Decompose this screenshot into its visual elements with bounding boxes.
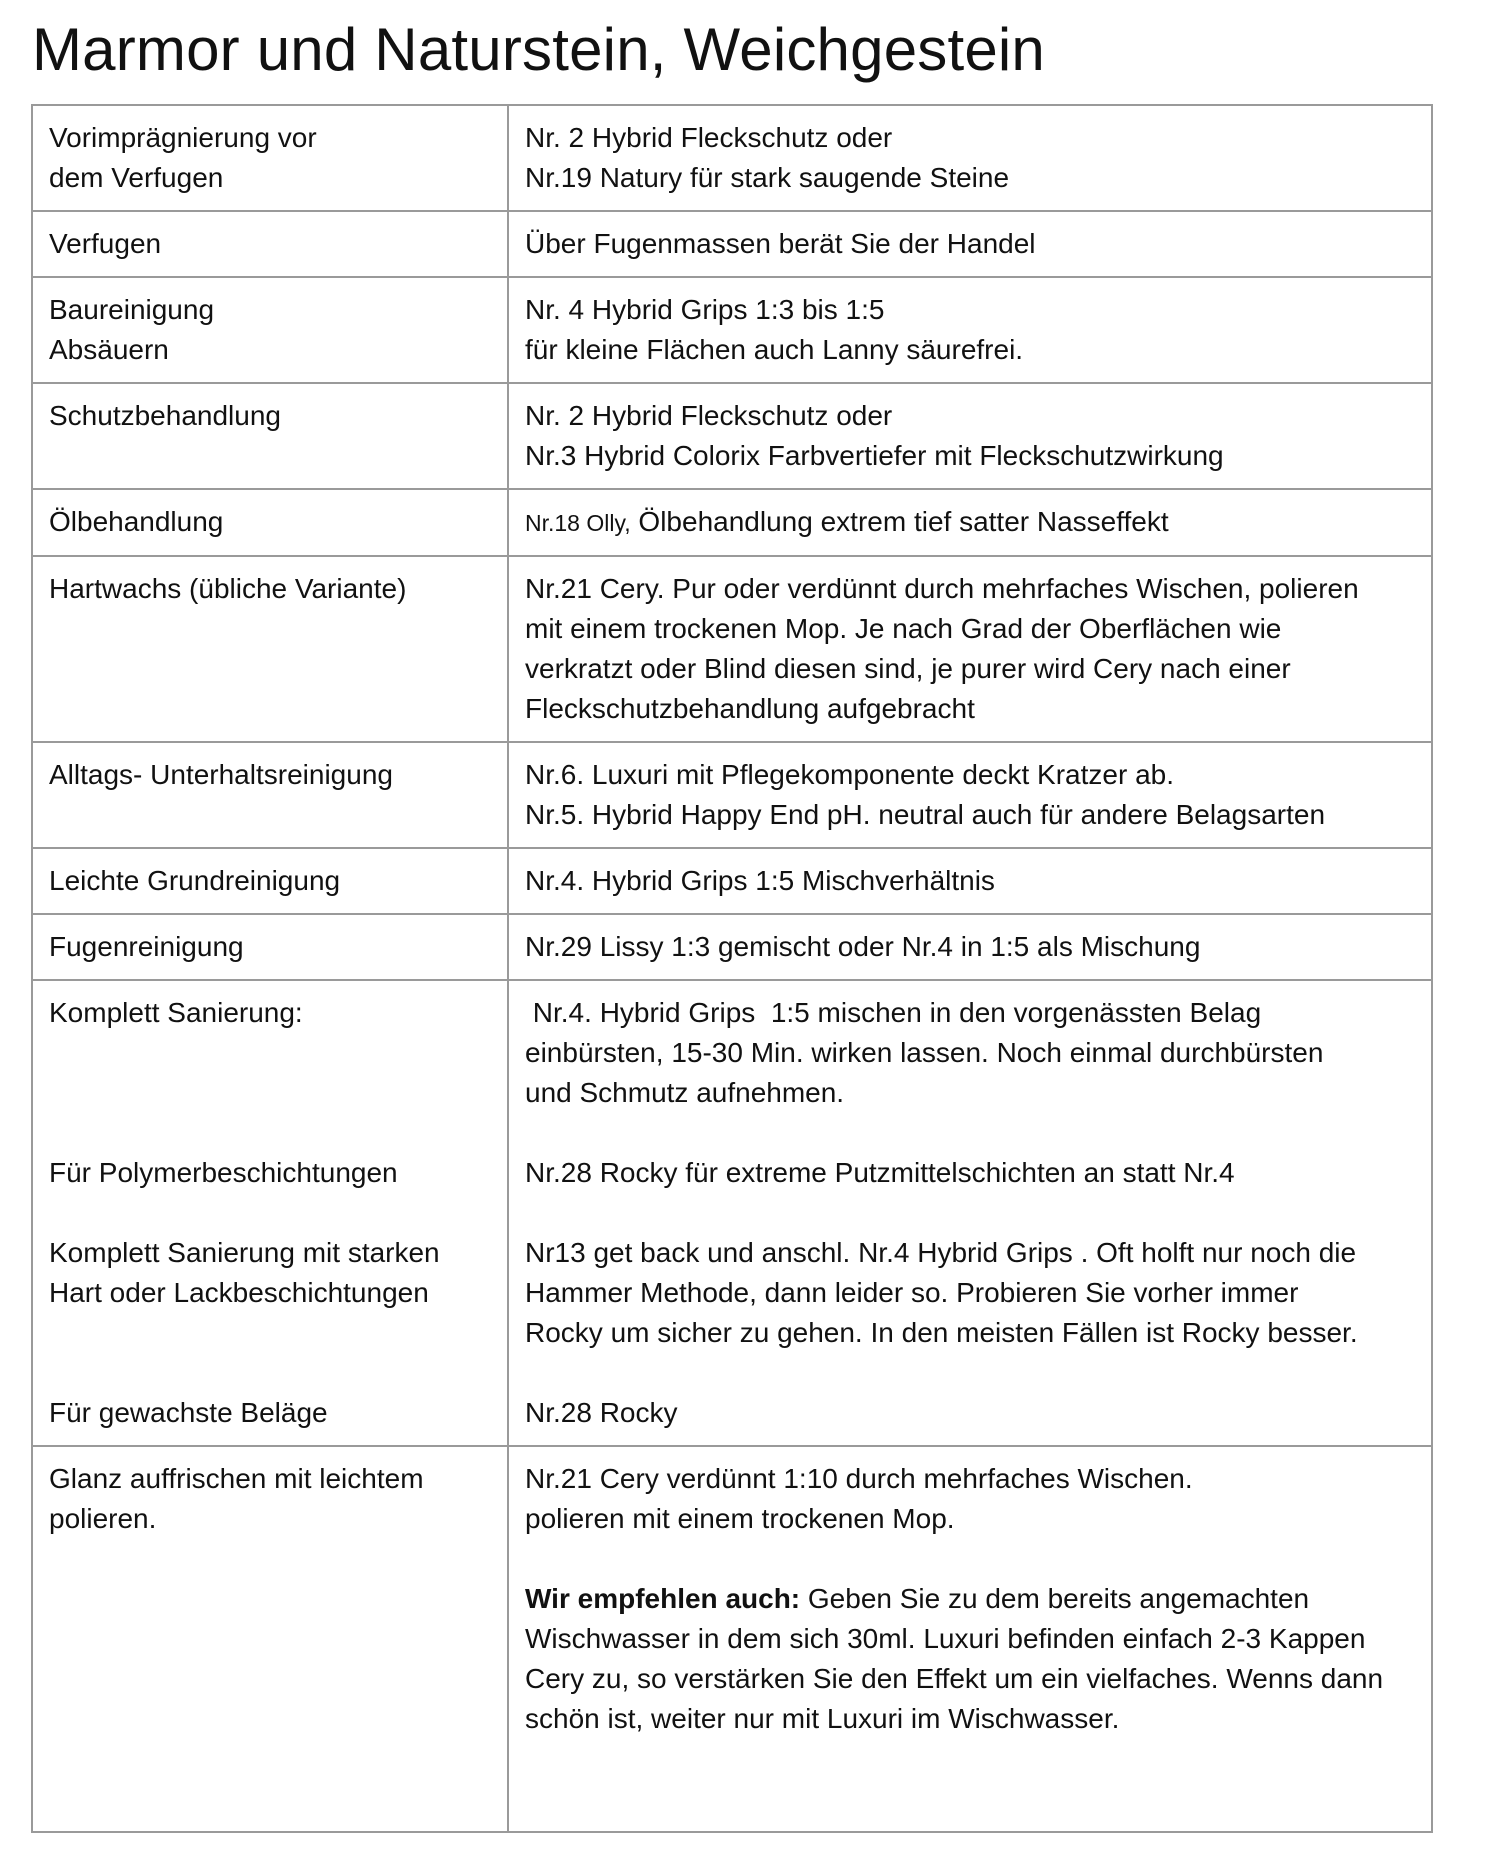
product-text: Nr.4. Hybrid Grips 1:5 mischen in den vorgenässten Belag xyxy=(525,997,1262,1028)
product-cell xyxy=(508,980,1432,1446)
task-text: Komplett Sanierung mit starken xyxy=(49,1237,440,1268)
task-text: Hartwachs (übliche Variante) xyxy=(49,573,407,604)
product-cell xyxy=(508,914,1432,980)
table-row xyxy=(32,383,1432,489)
product-text: Nr.6. Luxuri mit Pflegekomponente deckt Kratzer ab. xyxy=(525,759,1174,790)
task-text: Ölbehandlung xyxy=(49,506,224,537)
table-row xyxy=(32,1446,1432,1832)
table-row xyxy=(32,211,1432,277)
recommendation-text xyxy=(525,1579,1415,1619)
product-description: Ölbehandlung extrem tief satter Nasseffekt xyxy=(630,506,1169,537)
task-cell xyxy=(32,914,508,980)
task-text: Schutzbehandlung xyxy=(49,400,281,431)
task-text: Alltags- Unterhaltsreinigung xyxy=(49,759,393,790)
product-text: Hammer Methode, dann leider so. Probieren Sie vorher immer xyxy=(525,1277,1299,1308)
recommendation-text: schön ist, weiter nur mit Luxuri im Wischwasser. xyxy=(525,1703,1120,1734)
product-text: Nr.21 Cery verdünnt 1:10 durch mehrfaches Wischen. xyxy=(525,1463,1193,1494)
product-text: einbürsten, 15-30 Min. wirken lassen. Noch einmal durchbürsten xyxy=(525,1037,1324,1068)
task-text: Für gewachste Beläge xyxy=(49,1397,328,1428)
task-text: Für Polymerbeschichtungen xyxy=(49,1157,398,1188)
product-text: Über Fugenmassen berät Sie der Handel xyxy=(525,228,1036,259)
task-cell xyxy=(32,848,508,914)
task-cell xyxy=(32,105,508,211)
task-text: polieren. xyxy=(49,1503,157,1534)
product-text: für kleine Flächen auch Lanny säurefrei. xyxy=(525,334,1024,365)
page-title: Marmor und Naturstein, Weichgestein xyxy=(32,16,1045,83)
task-text: Verfugen xyxy=(49,228,162,259)
task-cell xyxy=(32,277,508,383)
product-text: Rocky um sicher zu gehen. In den meisten Fällen ist Rocky besser. xyxy=(525,1317,1358,1348)
task-text: dem Verfugen xyxy=(49,162,224,193)
table-row xyxy=(32,556,1432,742)
recommendation-label: Wir empfehlen auch: xyxy=(525,1583,801,1614)
task-text: Baureinigung xyxy=(49,294,215,325)
product-text: polieren mit einem trockenen Mop. xyxy=(525,1503,955,1534)
task-text: Absäuern xyxy=(49,334,169,365)
product-text: verkratzt oder Blind diesen sind, je purer wird Cery nach einer xyxy=(525,653,1291,684)
product-text: Nr.4. Hybrid Grips 1:5 Mischverhältnis xyxy=(525,865,995,896)
recommendation-text: Cery zu, so verstärken Sie den Effekt um ein vielfaches. Wenns dann xyxy=(525,1663,1384,1694)
product-text xyxy=(525,502,1415,543)
product-cell xyxy=(508,489,1432,556)
product-text: Nr.21 Cery. Pur oder verdünnt durch mehrfaches Wischen, polieren xyxy=(525,573,1359,604)
task-text: Leichte Grundreinigung xyxy=(49,865,341,896)
table-row xyxy=(32,914,1432,980)
task-cell xyxy=(32,742,508,848)
task-cell xyxy=(32,489,508,556)
product-text: Nr.19 Natury für stark saugende Steine xyxy=(525,162,1010,193)
task-cell xyxy=(32,383,508,489)
product-text: Nr. 2 Hybrid Fleckschutz oder xyxy=(525,400,893,431)
recommendation-text: Wischwasser in dem sich 30ml. Luxuri befinden einfach 2-3 Kappen xyxy=(525,1623,1366,1654)
table-row xyxy=(32,489,1432,556)
task-text: Vorimprägnierung vor xyxy=(49,122,317,153)
product-text: und Schmutz aufnehmen. xyxy=(525,1077,845,1108)
task-text: Fugenreinigung xyxy=(49,931,244,962)
product-text: Nr.5. Hybrid Happy End pH. neutral auch für andere Belagsarten xyxy=(525,799,1326,830)
task-text: Hart oder Lackbeschichtungen xyxy=(49,1277,429,1308)
product-text: Nr.28 Rocky xyxy=(525,1397,678,1428)
product-text: Nr.28 Rocky für extreme Putzmittelschichten an statt Nr.4 xyxy=(525,1157,1235,1188)
product-cell xyxy=(508,383,1432,489)
product-number: Nr.18 Olly, xyxy=(525,510,631,536)
task-text: Komplett Sanierung: xyxy=(49,997,303,1028)
task-cell xyxy=(32,1446,508,1832)
care-instructions-table xyxy=(31,104,1433,1833)
product-text: Nr13 get back und anschl. Nr.4 Hybrid Grips . Oft holft nur noch die xyxy=(525,1237,1357,1268)
table-row xyxy=(32,277,1432,383)
product-text: Nr.29 Lissy 1:3 gemischt oder Nr.4 in 1:5 als Mischung xyxy=(525,931,1201,962)
product-cell xyxy=(508,105,1432,211)
table-row xyxy=(32,980,1432,1446)
task-cell xyxy=(32,556,508,742)
product-text: Nr. 4 Hybrid Grips 1:3 bis 1:5 xyxy=(525,294,885,325)
task-cell xyxy=(32,211,508,277)
product-text: mit einem trockenen Mop. Je nach Grad der Oberflächen wie xyxy=(525,613,1282,644)
product-cell xyxy=(508,1446,1432,1832)
recommendation-intro: Geben Sie zu dem bereits angemachten xyxy=(800,1583,1310,1614)
product-cell xyxy=(508,556,1432,742)
product-cell xyxy=(508,211,1432,277)
product-cell xyxy=(508,848,1432,914)
task-cell xyxy=(32,980,508,1446)
table-row xyxy=(32,848,1432,914)
task-text: Glanz auffrischen mit leichtem xyxy=(49,1463,424,1494)
product-text: Fleckschutzbehandlung aufgebracht xyxy=(525,693,975,724)
product-text: Nr.3 Hybrid Colorix Farbvertiefer mit Fleckschutzwirkung xyxy=(525,440,1224,471)
table-row xyxy=(32,105,1432,211)
product-cell xyxy=(508,277,1432,383)
table-row xyxy=(32,742,1432,848)
product-cell xyxy=(508,742,1432,848)
product-text: Nr. 2 Hybrid Fleckschutz oder xyxy=(525,122,893,153)
